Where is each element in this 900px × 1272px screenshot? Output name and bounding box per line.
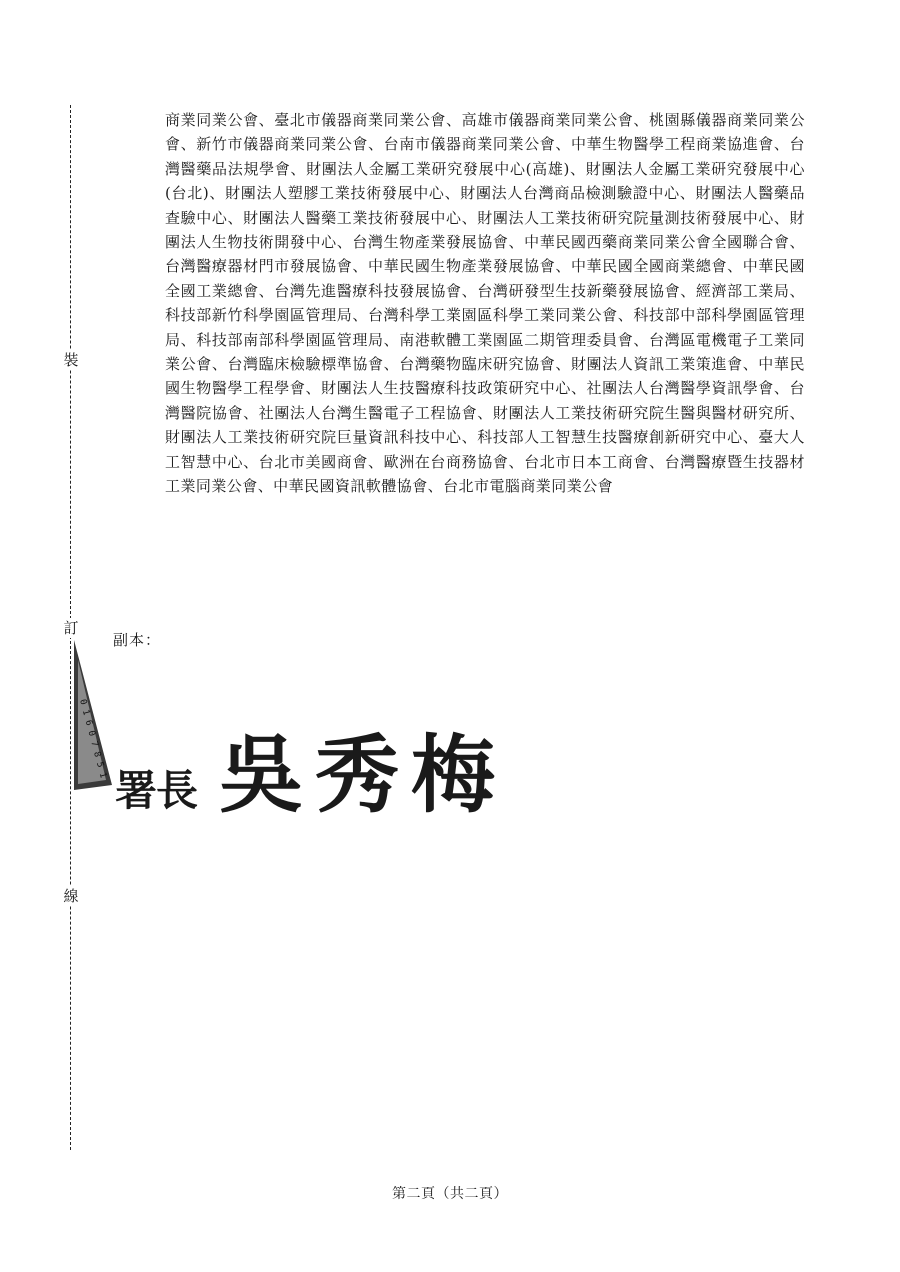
- binding-char-zhuang: 裝: [63, 351, 79, 369]
- svg-text:0 1 6 0 7 8 5 1: 0 1 6 0 7 8 5 1: [77, 698, 108, 780]
- seal-stamp-fragment: [72, 640, 112, 790]
- copy-recipients-label: 副本：: [113, 631, 162, 649]
- binding-char-ding: 訂: [63, 619, 79, 637]
- signature-name: 吳秀梅: [219, 725, 508, 824]
- signature-title: 署長: [115, 766, 198, 815]
- recipient-list: 商業同業公會、臺北市儀器商業同業公會、高雄市儀器商業同業公會、桃園縣儀器商業同業公會、新竹市儀器商業同業公會、台南市儀器商業同業公會、中華生物醫學工程商業協進會、台灣醫藥品法規學會、財團法人金屬工業研究發展中心(高雄)、財團法人金屬工業研究發展中心(台北)、財團法人塑膠工業技術發展中心、財團法人台灣商品檢測驗證中心、財團法人醫藥品查驗中心、財團法人醫藥工業技術發展中心、財團法人工業技術研究院量測技術發展中心、財團法人生物技術開發中心、台灣生物產業發展協會、中華民國西藥商業同業公會全國聯合會、台灣醫療器材門市發展協會、中華民國生物產業發展協會、中華民國全國商業總會、中華民國全國工業總會、台灣先進醫療科技發展協會、台灣研發型生技新藥發展協會、經濟部工業局、科技部新竹科學園區管理局、台灣科學工業園區科學工業同業公會、科技部中部科學園區管理局、科技部南部科學園區管理局、南港軟體工業園區二期管理委員會、台灣區電機電子工業同業公會、台灣臨床檢驗標準協會、台灣藥物臨床研究協會、財團法人資訊工業策進會、中華民國生物醫學工程學會、財團法人生技醫療科技政策研究中心、社團法人台灣醫學資訊學會、台灣醫院協會、社團法人台灣生醫電子工程協會、財團法人工業技術研究院生醫與醫材研究所、財團法人工業技術研究院巨量資訊科技中心、科技部人工智慧生技醫療創新研究中心、臺大人工智慧中心、台北市美國商會、歐洲在台商務協會、台北市日本工商會、台灣醫療暨生技器材工業同業公會、中華民國資訊軟體協會、台北市電腦商業同業公會: [165, 111, 805, 496]
- page-number-footer: 第二頁（共二頁）: [392, 1186, 508, 1202]
- binding-char-xian: 線: [63, 887, 79, 905]
